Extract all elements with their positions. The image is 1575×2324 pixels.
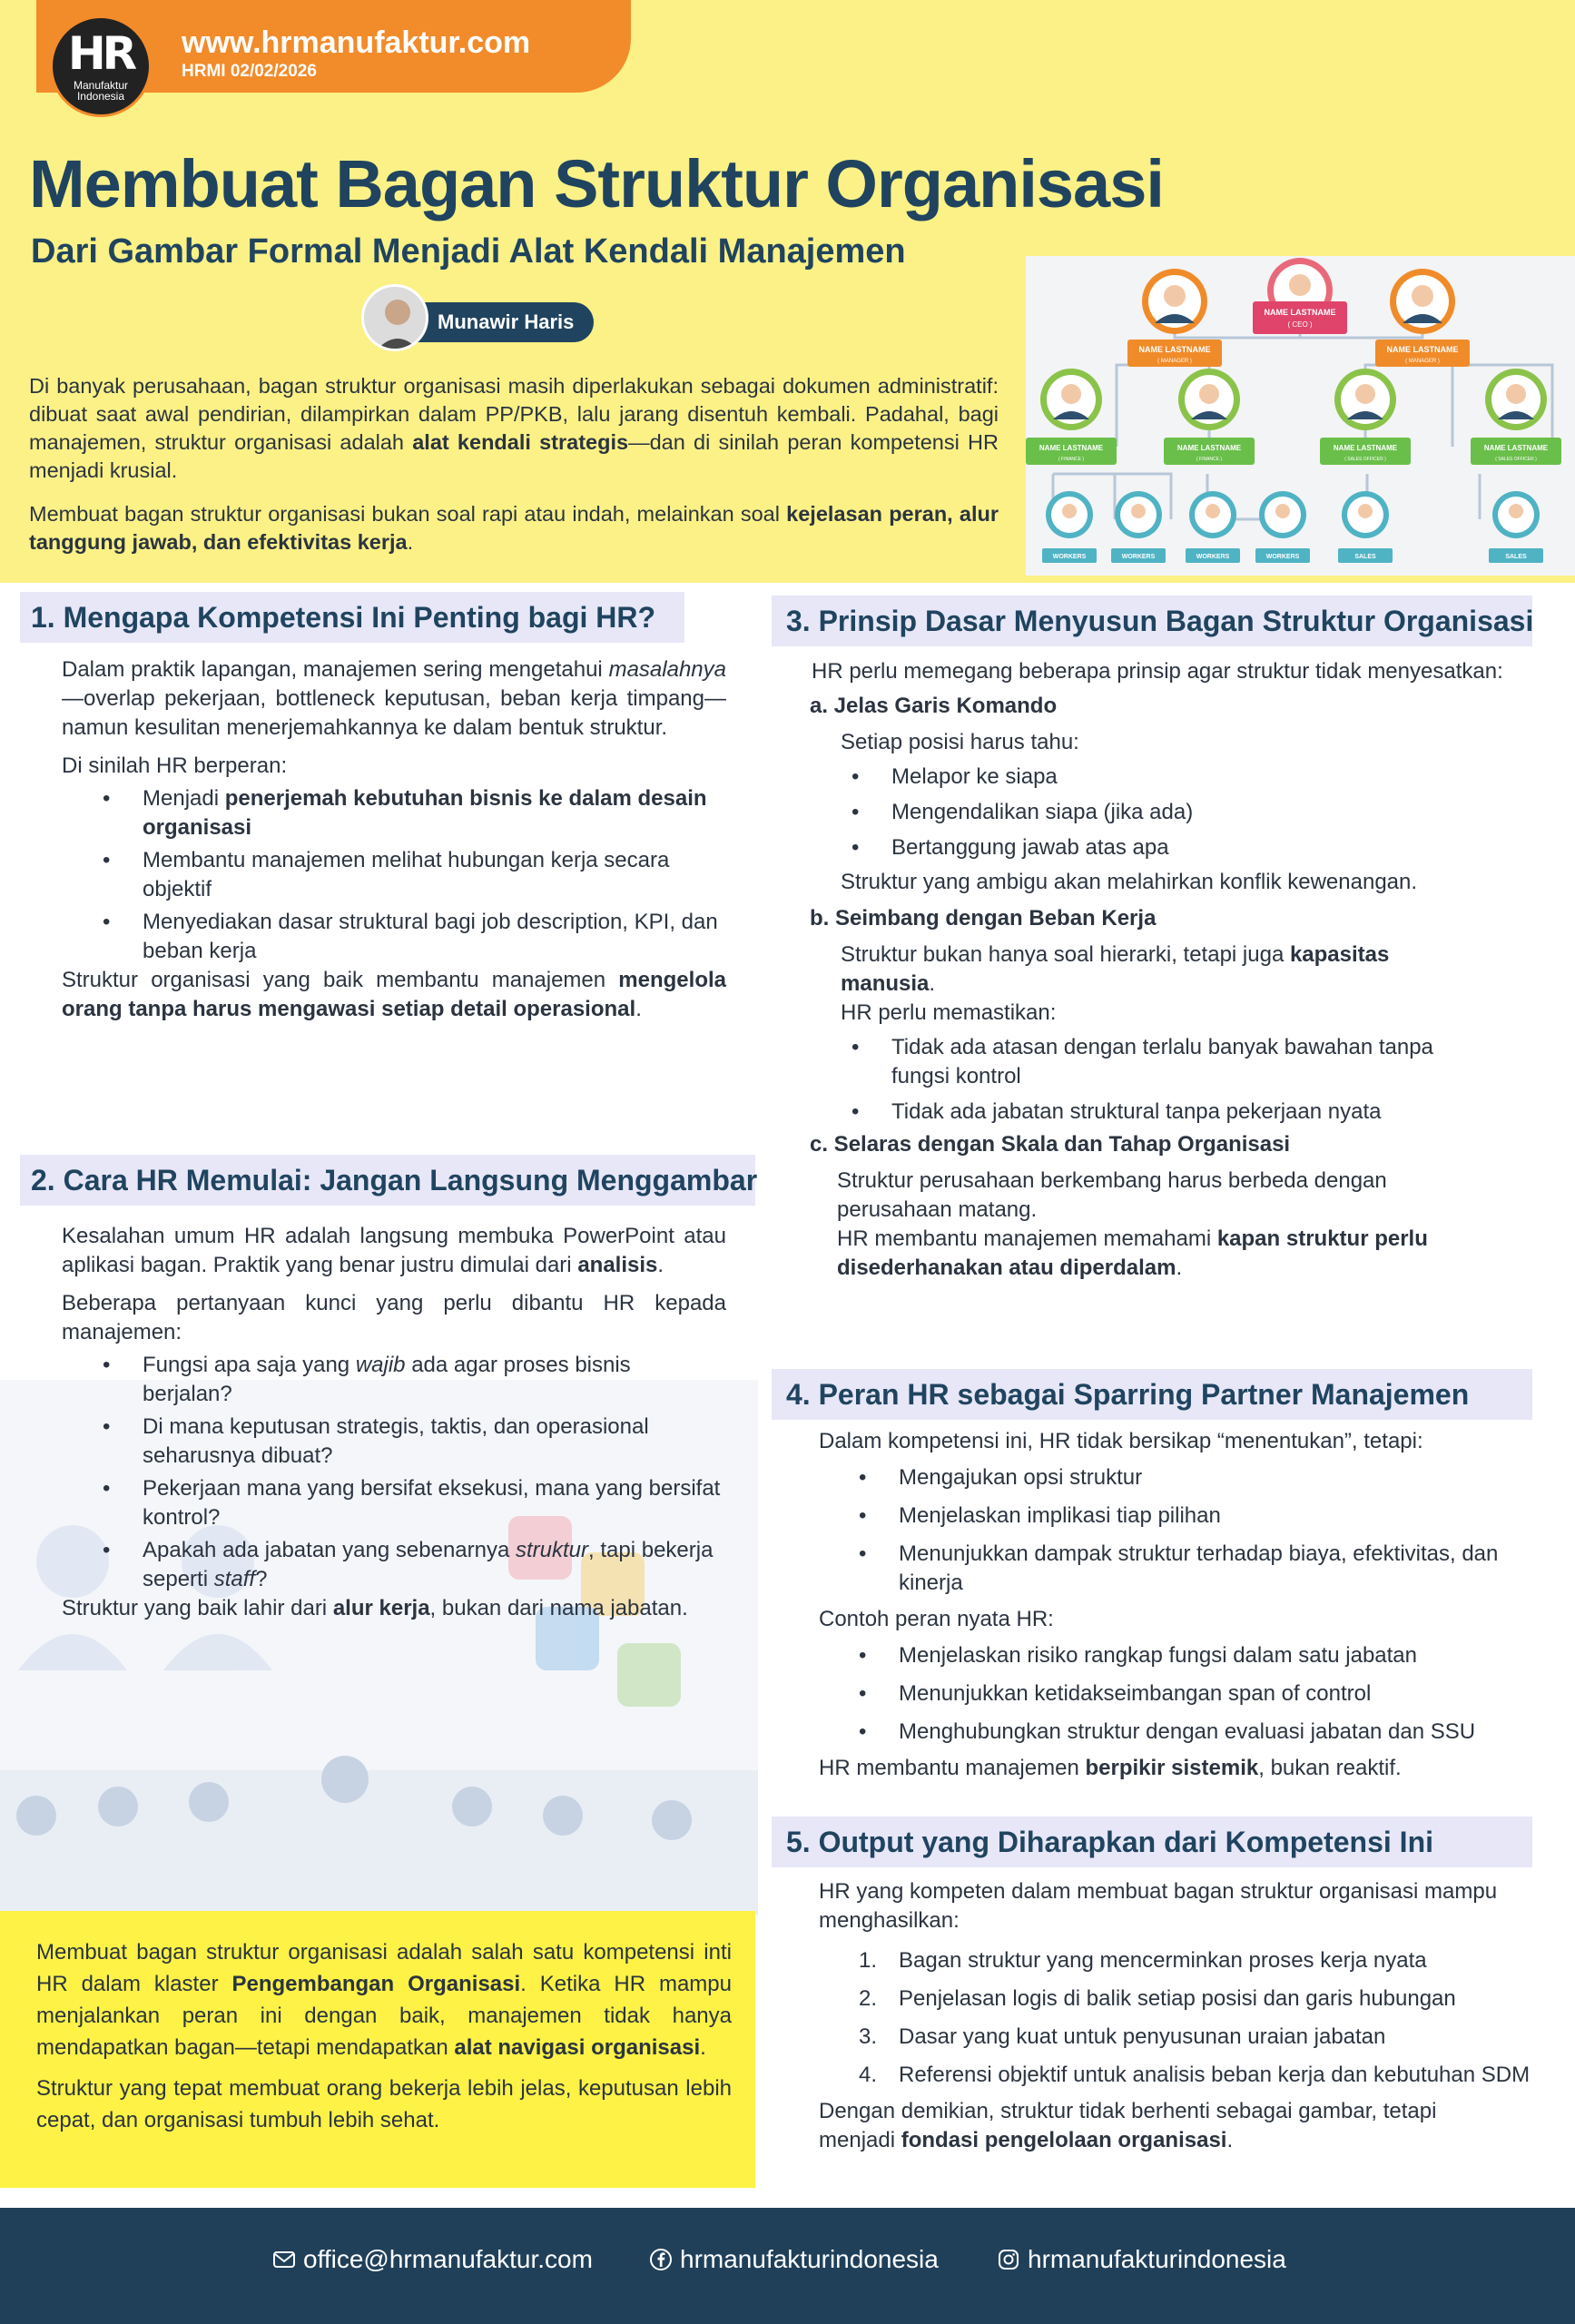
- section-1-body: [62, 655, 726, 1024]
- s3-c-text-2: HR membantu manajemen memahami kapan struktur perlu disederhanakan atau diperdalam.: [837, 1226, 1428, 1280]
- sales-1-label: SALES: [1354, 554, 1376, 560]
- officer-2-name: NAME LASTNAME: [1176, 444, 1242, 452]
- footer-email-text: office@hrmanufaktur.com: [303, 2245, 593, 2273]
- logo-mark: HR: [67, 27, 134, 80]
- manager-right-name: NAME LASTNAME: [1386, 345, 1459, 354]
- officer-1-name: NAME LASTNAME: [1039, 444, 1104, 452]
- section-3-body: [812, 657, 1532, 1283]
- section-1-heading: 1. Mengapa Kompetensi Ini Penting bagi HR?: [20, 592, 684, 643]
- org-chart-illustration: [1026, 256, 1575, 576]
- author-avatar: [361, 284, 428, 351]
- s2-paragraph-2: Beberapa pertanyaan kunci yang perlu dibantu HR kepada manajemen:: [62, 1291, 726, 1344]
- s4-example-3: • Menghubungkan struktur dengan evaluasi jabatan dan SSU: [899, 1718, 1532, 1747]
- s2-bullet-1: • Fungsi apa saja yang wajib ada agar proses bisnis berjalan?: [143, 1351, 726, 1409]
- s5-intro: HR yang kompeten dalam membuat bagan struktur organisasi mampu menghasilkan:: [819, 1879, 1498, 1933]
- s2-paragraph-1: Kesalahan umum HR adalah langsung membuka PowerPoint atau aplikasi bagan. Praktik yang benar justru dimulai dari analisis.: [62, 1224, 726, 1277]
- s4-intro: Dalam kompetensi ini, HR tidak bersikap “menentukan”, tetapi:: [819, 1429, 1423, 1453]
- section-2-heading: 2. Cara HR Memulai: Jangan Langsung Menggambar: [20, 1155, 755, 1206]
- s1-paragraph-2: Di sinilah HR berperan:: [62, 753, 288, 778]
- instagram-icon: [997, 2248, 1020, 2271]
- footer-email[interactable]: [272, 2245, 593, 2274]
- s5-output-2: Penjelasan logis di balik setiap posisi dan garis hubungan: [899, 1986, 1456, 2011]
- s3-b-title: b. Seimbang dengan Beban Kerja: [810, 906, 1157, 931]
- officer-4-role: ( SALES OFFICER ): [1495, 457, 1537, 462]
- s3-c-text: Struktur perusahaan berkembang harus berbeda dengan perusahaan matang.: [837, 1168, 1387, 1222]
- s2-bullets: [143, 1351, 726, 1594]
- s3-b-bullet-1: • Tidak ada atasan dengan terlalu banyak bawahan tanpa fungsi kontrol: [891, 1033, 1491, 1091]
- s3-b-text: Struktur bukan hanya soal hierarki, tetapi juga kapasitas manusia.: [841, 942, 1390, 996]
- intro-paragraph-2: Membuat bagan struktur organisasi bukan soal rapi atau indah, melainkan soal kejelasan peran, alur tanggung jawab, dan efektivitas kerja.: [29, 502, 999, 554]
- worker-3-label: WORKERS: [1196, 554, 1230, 560]
- section-4-body: [819, 1427, 1532, 1783]
- s3-a-text: Setiap posisi harus tahu:: [841, 730, 1079, 754]
- s2-bullet-4: • Apakah ada jabatan yang sebenarnya struktur, tapi bekerja seperti staff?: [143, 1536, 726, 1594]
- footer-instagram[interactable]: [997, 2245, 1286, 2274]
- page-title: Membuat Bagan Struktur Organisasi: [29, 146, 1164, 222]
- intro-text: [29, 372, 999, 572]
- section-5-body: [819, 1877, 1532, 2155]
- s4-example-bullets: [899, 1641, 1532, 1747]
- s1-paragraph-3: Struktur organisasi yang baik membantu manajemen mengelola orang tanpa harus mengawasi setiap detail operasional.: [62, 968, 726, 1021]
- officer-3-role: ( SALES OFFICER ): [1344, 457, 1386, 462]
- s4-bullets: [899, 1463, 1532, 1598]
- s3-intro: HR perlu memegang beberapa prinsip agar struktur tidak menyesatkan:: [812, 659, 1503, 684]
- logo-text-1: Manufaktur: [73, 79, 129, 92]
- s3-a-after: Struktur yang ambigu akan melahirkan konflik kewenangan.: [841, 870, 1418, 894]
- facebook-icon: [649, 2248, 673, 2271]
- s3-a-bullet-2: • Mengendalikan siapa (jika ada): [891, 798, 1532, 827]
- section-3-heading: 3. Prinsip Dasar Menyusun Bagan Struktur Organisasi: [772, 596, 1532, 646]
- site-url[interactable]: www.hrmanufaktur.com: [182, 25, 531, 60]
- summary-box: [0, 1911, 755, 2188]
- s3-a-bullet-1: • Melapor ke siapa: [891, 763, 1532, 792]
- s4-example-2: • Menunjukkan ketidakseimbangan span of control: [899, 1679, 1532, 1709]
- worker-2-label: WORKERS: [1121, 554, 1156, 560]
- doc-code: HRMI 02/02/2026: [182, 62, 317, 81]
- s2-bullet-2: • Di mana keputusan strategis, taktis, dan operasional seharusnya dibuat?: [143, 1413, 726, 1471]
- footer-instagram-text: hrmanufakturindonesia: [1028, 2245, 1286, 2273]
- s1-bullet-3: • Menyediakan dasar struktural bagi job description, KPI, dan beban kerja: [143, 908, 726, 966]
- officer-4-name: NAME LASTNAME: [1483, 444, 1549, 452]
- s4-example-1: • Menjelaskan risiko rangkap fungsi dalam satu jabatan: [899, 1641, 1532, 1670]
- section-5-heading: 5. Output yang Diharapkan dari Kompetensi Ini: [772, 1817, 1532, 1867]
- s3-a-bullets: [891, 763, 1532, 862]
- s3-a-title: a. Jelas Garis Komando: [810, 694, 1058, 718]
- s2-paragraph-3: Struktur yang baik lahir dari alur kerja, bukan dari nama jabatan.: [62, 1596, 688, 1620]
- s1-bullets: [143, 784, 726, 966]
- ceo-role: ( CEO ): [1287, 320, 1313, 329]
- s4-bullet-3: • Menunjukkan dampak struktur terhadap biaya, efektivitas, dan kinerja: [899, 1540, 1532, 1598]
- s3-c-title: c. Selaras dengan Skala dan Tahap Organisasi: [810, 1132, 1291, 1157]
- manager-left-role: ( MANAGER ): [1157, 359, 1192, 364]
- s4-bullet-2: • Menjelaskan implikasi tiap pilihan: [899, 1502, 1532, 1531]
- worker-4-label: WORKERS: [1265, 554, 1300, 560]
- s4-closing: HR membantu manajemen berpikir sistemik, bukan reaktif.: [819, 1756, 1402, 1780]
- worker-1-label: WORKERS: [1052, 554, 1087, 560]
- officer-2-role: ( FINANCE ): [1196, 457, 1223, 462]
- s5-output-3: Dasar yang kuat untuk penyusunan uraian jabatan: [899, 2024, 1386, 2049]
- s1-paragraph-1: Dalam praktik lapangan, manajemen sering mengetahui masalahnya—overlap pekerjaan, bottleneck keputusan, beban kerja timpang—namun kesulitan menerjemahkannya ke dalam bentuk struktur.: [62, 657, 726, 740]
- manager-right-role: ( MANAGER ): [1405, 359, 1440, 364]
- ceo-name: NAME LASTNAME: [1264, 308, 1336, 317]
- section-2-body: [62, 1222, 726, 1623]
- s5-outputs: [899, 1946, 1532, 2090]
- footer-facebook-text: hrmanufakturindonesia: [680, 2245, 939, 2273]
- officer-1-role: ( FINANCE ): [1058, 457, 1085, 462]
- sales-2-label: SALES: [1505, 554, 1527, 560]
- s4-bullet-1: • Mengajukan opsi struktur: [899, 1463, 1532, 1492]
- s3-a-bullet-3: • Bertanggung jawab atas apa: [891, 833, 1532, 862]
- manager-left-name: NAME LASTNAME: [1138, 345, 1211, 354]
- s3-b-text-2: HR perlu memastikan:: [841, 1000, 1057, 1025]
- s5-closing: Dengan demikian, struktur tidak berhenti sebagai gambar, tetapi menjadi fondasi pengelolaan organisasi.: [819, 2099, 1437, 2152]
- section-4-heading: 4. Peran HR sebagai Sparring Partner Manajemen: [772, 1369, 1532, 1420]
- summary-paragraph-1: Membuat bagan struktur organisasi adalah salah satu kompetensi inti HR dalam klaster Pengembangan Organisasi. Ketika HR mampu menjalankan peran ini dengan baik, manajemen tidak hanya mendapatkan bagan—tetapi mendapatkan alat navigasi organisasi.: [36, 1940, 732, 2060]
- s5-output-1: Bagan struktur yang mencerminkan proses kerja nyata: [899, 1948, 1427, 1973]
- s3-b-bullets: [891, 1033, 1532, 1127]
- s2-bullet-3: • Pekerjaan mana yang bersifat eksekusi, mana yang bersifat kontrol?: [143, 1474, 726, 1532]
- mail-icon: [272, 2248, 296, 2271]
- s1-bullet-2: • Membantu manajemen melihat hubungan kerja secara objektif: [143, 846, 726, 904]
- page-subtitle: Dari Gambar Formal Menjadi Alat Kendali Manajemen: [31, 232, 906, 271]
- officer-3-name: NAME LASTNAME: [1333, 444, 1398, 452]
- s5-output-4: Referensi objektif untuk analisis beban kerja dan kebutuhan SDM: [899, 2063, 1531, 2087]
- summary-paragraph-2: Struktur yang tepat membuat orang bekerja lebih jelas, keputusan lebih cepat, dan organisasi tumbuh lebih sehat.: [36, 2076, 732, 2132]
- intro-paragraph-1: Di banyak perusahaan, bagan struktur organisasi masih diperlakukan sebagai dokumen administratif: dibuat saat awal pendirian, dilampirkan dalam PP/PKB, lalu jarang disentuh kembali. Padahal, bagi manajemen, struktur organisasi adalah alat kendali strategis—dan di sinilah peran kompetensi HR menjadi krusial.: [29, 374, 999, 482]
- s4-example-intro: Contoh peran nyata HR:: [819, 1607, 1054, 1631]
- logo-text-2: Indonesia: [76, 90, 125, 103]
- hr-logo: [50, 15, 152, 117]
- footer-facebook[interactable]: [649, 2245, 939, 2274]
- s1-bullet-1: • Menjadi penerjemah kebutuhan bisnis ke dalam desain organisasi: [143, 784, 726, 842]
- author-badge: Munawir Haris: [414, 302, 594, 342]
- s3-b-bullet-2: • Tidak ada jabatan struktural tanpa pekerjaan nyata: [891, 1098, 1532, 1127]
